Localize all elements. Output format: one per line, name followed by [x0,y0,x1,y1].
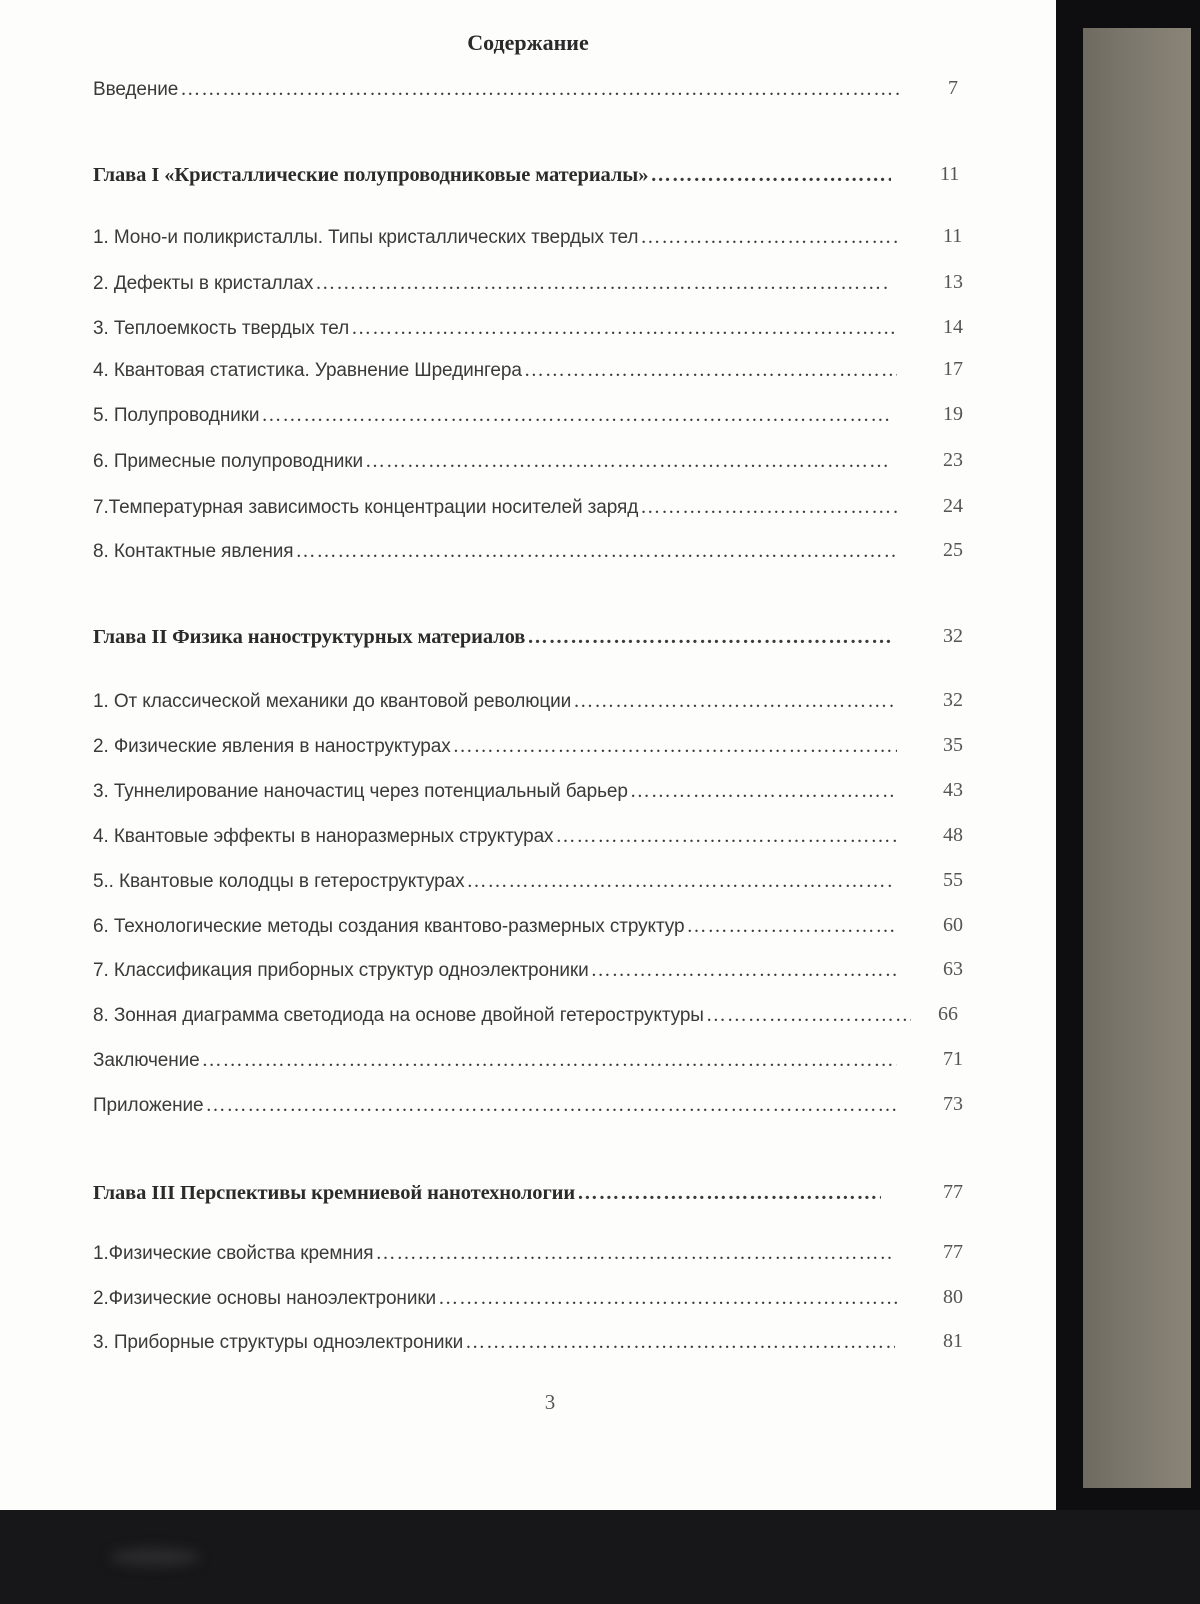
toc-entry [93,270,893,297]
scanner-shadow [1083,28,1191,1488]
toc-entry-page-number: 17 [943,358,963,380]
toc-entry-label: Глава II Физика наноструктурных материалов [93,626,526,648]
toc-entry-label: 2. Дефекты в кристаллах [93,273,314,294]
toc-entry-page-number: 11 [943,225,963,247]
toc-entry-page-number: 24 [943,495,963,517]
toc-entry-page-number: 23 [943,449,963,471]
toc-entry-page-number: 66 [938,1003,958,1025]
toc-entry-label: 5.. Квантовые колодцы в гетероструктурах [93,871,465,892]
toc-entry-label: 2. Физические явления в наноструктурах [93,736,451,757]
dot-leader [527,624,891,650]
dot-leader [202,1047,897,1073]
dot-leader [261,402,891,428]
dot-leader [577,1180,881,1206]
toc-entry-label: 4. Квантовые эффекты в наноразмерных структурах [93,826,554,847]
toc-entry-label: 6. Технологические методы создания квантово-размерных структур [93,916,685,937]
dot-leader [706,1002,911,1028]
toc-entry-label: 8. Зонная диаграмма светодиода на основе двойной гетероструктуры [93,1005,704,1026]
dot-leader [640,224,897,250]
toc-entry-label: Глава I «Кристаллические полупроводниковые материалы» [93,164,649,186]
dot-leader [630,778,897,804]
toc-entry-page-number: 81 [943,1330,963,1352]
toc-entry-label: Глава III Перспективы кремниевой нанотехнологии [93,1182,576,1204]
toc-entry-page-number: 32 [943,689,963,711]
toc-entry-page-number: 32 [943,625,963,647]
dot-leader [295,538,897,564]
toc-entry [93,688,899,715]
toc-entry [93,224,899,251]
toc-entry [93,315,899,342]
scanner-sheen [110,1548,200,1566]
dot-leader [465,1329,895,1355]
toc-entry-label: 1. От классической механики до квантовой революции [93,691,572,712]
toc-entry [93,538,899,565]
toc-chapter-entry [93,624,893,650]
toc-entry-label: Приложение [93,1095,204,1116]
dot-leader [351,315,897,341]
toc-entry [93,402,893,429]
toc-entry [93,823,899,850]
toc-entry-label: 6. Примесные полупроводники [93,451,363,472]
dot-leader [686,913,897,939]
dot-leader [573,688,897,714]
toc-entry [93,1047,899,1074]
toc-entry [93,778,899,805]
toc-entry-label: Заключение [93,1050,200,1071]
toc-entry [93,913,899,940]
toc-chapter-entry [93,162,893,188]
toc-entry-label: 5. Полупроводники [93,405,260,426]
toc-entry-page-number: 25 [943,539,963,561]
dot-leader [453,733,897,759]
toc-entry-label: 1.Физические свойства кремния [93,1243,374,1264]
toc-entry [93,76,901,103]
toc-entry-page-number: 11 [940,163,960,185]
page-number: 3 [544,1390,556,1414]
dot-leader [555,823,897,849]
dot-leader [467,868,891,894]
toc-entry [93,448,893,475]
dot-leader [180,76,899,102]
toc-entry-page-number: 73 [943,1093,963,1115]
toc-entry [93,1002,913,1029]
toc-entry-label: 8. Контактные явления [93,541,294,562]
toc-entry [93,1285,899,1312]
toc-entry-label: 7.Температурная зависимость концентрации носителей заряд [93,497,639,518]
toc-entry-page-number: 48 [943,824,963,846]
toc-entry-page-number: 19 [943,403,963,425]
toc-entry-label: 7. Классификация приборных структур одноэлектроники [93,960,589,981]
toc-entry [93,957,899,984]
toc-entry-label: 3. Приборные структуры одноэлектроники [93,1332,464,1353]
dot-leader [640,494,897,520]
toc-entry [93,357,899,384]
toc-entry-page-number: 55 [943,869,963,891]
toc-chapter-entry [93,1180,883,1206]
dot-leader [315,270,891,296]
toc-entry-page-number: 63 [943,958,963,980]
dot-leader [591,957,897,983]
toc-entry-label: Введение [93,79,179,100]
toc-entry-page-number: 35 [943,734,963,756]
dot-leader [650,162,891,188]
dot-leader [365,448,891,474]
toc-entry [93,1092,899,1119]
toc-entry-page-number: 7 [948,77,958,99]
toc-entry-page-number: 71 [943,1048,963,1070]
toc-entry-page-number: 60 [943,914,963,936]
toc-entry-page-number: 77 [943,1241,963,1263]
toc-entry-label: 2.Физические основы наноэлектроники [93,1288,437,1309]
toc-entry-page-number: 43 [943,779,963,801]
dot-leader [438,1285,897,1311]
toc-entry-label: 4. Квантовая статистика. Уравнение Шредингера [93,360,522,381]
toc-entry [93,1329,897,1356]
toc-entry [93,868,893,895]
toc-entry [93,733,899,760]
toc-entry-page-number: 77 [943,1181,963,1203]
toc-entry-label: 3. Туннелирование наночастиц через потенциальный барьер [93,781,628,802]
toc-entry-page-number: 80 [943,1286,963,1308]
toc-entry-label: 3. Теплоемкость твердых тел [93,318,350,339]
toc-entry-page-number: 14 [943,316,963,338]
dot-leader [205,1092,897,1118]
dot-leader [375,1240,891,1266]
dot-leader [524,357,897,383]
toc-entry-page-number: 13 [943,271,963,293]
toc-entry-label: 1. Моно-и поликристаллы. Типы кристаллических твердых тел [93,227,639,248]
toc-entry [93,1240,893,1267]
toc-entry [93,494,899,521]
toc-title: Содержание [467,30,589,55]
